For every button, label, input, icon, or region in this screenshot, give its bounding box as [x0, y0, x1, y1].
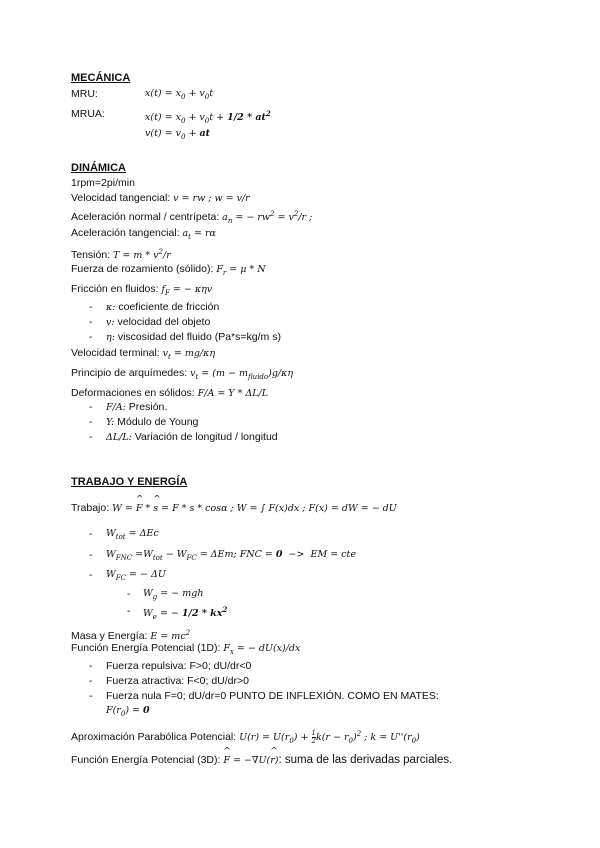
fep-1d-line: Función Energía Potencial (1D): $F_x$ = − dU(x)/dx	[71, 642, 301, 656]
section-title-trabajo: TRABAJO Y ENERGÍA	[71, 476, 188, 488]
friccion-line: Fricción en fluidos: $f_F$ = − κηv	[71, 283, 213, 297]
mrua-label: MRUA:	[71, 108, 105, 120]
list-item: $W_e$ = − $1/2 * kx^2$	[143, 605, 228, 621]
list-item: κ: coeficiente de fricción	[106, 301, 220, 313]
mru-equation: $x(t) = x_0 + v_0t$	[145, 88, 214, 101]
aprox-parabolica-line: Aproximación Parabólica Potencial: $U(r) = U(r_0)$ + $\frac{1}{2}$ $k(r - r_0)^2$ ; $k = U''(r_0)$	[71, 729, 420, 745]
tension-line: Tensión: $T = m * v^2/r$	[71, 248, 171, 261]
list-item-continuation: $F(r_0) = 0$	[106, 705, 150, 718]
list-item: Fuerza repulsiva: F>0; dU/dr<0	[106, 660, 252, 672]
mrua-equation-1: $x(t) = x_0 + v_0t + 1/2 * at^2$	[145, 109, 271, 125]
list-item: ΔL/L: Variación de longitud / longitud	[106, 431, 278, 443]
section-title-dinamica: DINÁMICA	[71, 162, 126, 174]
trabajo-line: Trabajo: W = ^ F * ^ s = F * s * cosα ; W = ∫ F(x)dx ; F(x) = dW = − dU	[71, 501, 397, 516]
deformaciones-line: Deformaciones en sólidos: F/A = Y * ΔL/L	[71, 387, 269, 399]
list-item: $W_{FC}$ = − ΔU	[106, 569, 166, 582]
list-item: v: velocidad del objeto	[106, 316, 211, 328]
list-item: Fuerza atractiva: F<0; dU/dr>0	[106, 675, 249, 687]
acel-normal-line: Aceleración normal / centrípeta: $a_n$ = − $rw^2 = v^2/r$ ;	[71, 210, 313, 225]
vel-terminal-line: Velocidad terminal: $v_t = mg/\kappa\eta$	[71, 347, 216, 361]
masa-energia-line: Masa y Energía: $E = mc^2$	[71, 629, 191, 642]
list-item: Y: Módulo de Young	[106, 416, 199, 428]
section-title-mecanica: MECÁNICA	[71, 72, 131, 84]
list-item: Fuerza nula F=0; dU/dr=0 PUNTO DE INFLEXIÓN. COMO EN MATES:	[106, 690, 439, 702]
mru-label: MRU:	[71, 88, 98, 100]
list-item: $W_{FNC} =W_{tot} - W_{FC} = \Delta Em$; FNC = 0 −> EM = cte	[106, 549, 356, 562]
fep-3d-line: Función Energía Potencial (3D): ^ F = −∇U(^ r): suma de las derivadas parciales.	[71, 753, 452, 768]
list-item: $W_{tot} = \Delta Ec$	[106, 528, 159, 541]
rozamiento-line: Fuerza de rozamiento (sólido): $F_r = \mu * N$	[71, 263, 266, 277]
vel-tangencial-line: Velocidad tangencial: v = rw ; w = v/r	[71, 192, 250, 204]
mrua-equation-2: $v(t) = v_0$ + at	[145, 128, 210, 141]
list-item: F/A: Presión.	[106, 401, 168, 413]
acel-tangencial-line: Aceleración tangencial: $a_t = r\alpha$	[71, 227, 216, 241]
list-item: $W_g$ = − mgh	[143, 588, 204, 601]
list-item: η: viscosidad del fluido (Pa*s=kg/m s)	[106, 331, 281, 343]
arquimedes-line: Principio de arquímedes: $v_t = (m - m_{fluido})g/\kappa\eta$	[71, 367, 294, 381]
rpm-line: 1rpm=2pi/min	[71, 177, 135, 189]
